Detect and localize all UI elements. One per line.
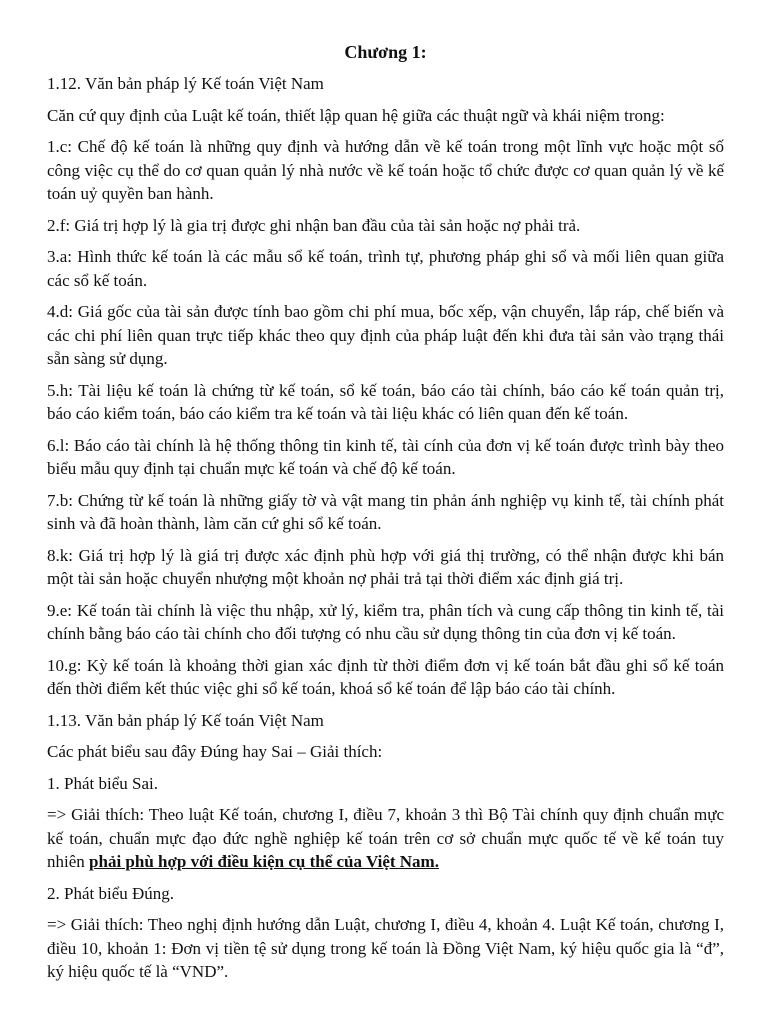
definition-item: 6.l: Báo cáo tài chính là hệ thống thông tin kinh tế, tài cính của đơn vị kế toán được trình bày theo biểu mẫu quy định tại chuẩn mực kế toán và chế độ kế toán. (47, 435, 724, 478)
definition-item: 3.a: Hình thức kế toán là các mẫu sổ kế toán, trình tự, phương pháp ghi sổ và mối liên quan giữa các sổ kế toán. (47, 247, 724, 290)
chapter-title: Chương 1: (344, 42, 427, 62)
definition-item: 1.c: Chế độ kế toán là những quy định và hướng dẫn về kế toán trong một lĩnh vực hoặc một số công việc cụ thể do cơ quan quản lý nhà nước về kế toán hoặc tổ chức được cơ quan quản lý về kế toán uỷ quyền ban hành. (47, 137, 724, 203)
definition-item: 7.b: Chứng từ kế toán là những giấy tờ và vật mang tin phản ánh nghiệp vụ kinh tế, tài chính phát sinh và đã hoàn thành, làm căn cứ ghi sổ kế toán. (47, 490, 724, 533)
explanation-1-text: => Giải thích: Theo luật Kế toán, chương I, điều 7, khoản 3 thì Bộ Tài chính quy định chuẩn mực kế toán, chuẩn mực đạo đức nghề nghiệp kế toán trên cơ sở chuẩn mực quốc tế về kế toán tuy nhiên (47, 805, 724, 871)
statement-2: 2. Phát biểu Đúng. (47, 883, 175, 903)
definition-item: 10.g: Kỳ kế toán là khoảng thời gian xác định từ thời điểm đơn vị kế toán bắt đầu ghi sổ kế toán đến thời điểm kết thúc việc ghi sổ kế toán, khoá sổ kế toán để lập báo cáo tài chính. (47, 655, 724, 698)
definition-item: 9.e: Kế toán tài chính là việc thu nhập, xử lý, kiểm tra, phân tích và cung cấp thông tin kinh tế, tài chính bằng báo cáo tài chính cho đối tượng có nhu cầu sử dụng thông tin của đơn vị kế toán. (47, 600, 724, 643)
explanation-1-emphasis: phải phù hợp với điều kiện cụ thể của Việt Nam. (89, 852, 439, 871)
definition-item: 4.d: Giá gốc của tài sản được tính bao gồm chi phí mua, bốc xếp, vận chuyển, lắp ráp, chế biến và các chi phí liên quan trực tiếp khác theo quy định của pháp luật đến khi đưa tài sản vào trạng thái sẵn sàng sử dụng. (47, 302, 724, 368)
explanation-2: => Giải thích: Theo nghị định hướng dẫn Luật, chương I, điều 4, khoản 4. Luật Kế toán, chương I, điều 10, khoản 1: Đơn vị tiền tệ sử dụng trong kế toán là Đồng Việt Nam, ký hiệu quốc gia là “đ”, ký hiệu quốc tế là “VND”. (47, 915, 724, 981)
definition-item: 2.f: Giá trị hợp lý là gia trị được ghi nhận ban đầu của tài sản hoặc nợ phải trả. (47, 215, 581, 235)
section-1-13-intro: Các phát biểu sau đây Đúng hay Sai – Giải thích: (47, 742, 383, 761)
definition-item: 5.h: Tài liệu kế toán là chứng từ kế toán, sổ kế toán, báo cáo tài chính, báo cáo kế toán quản trị, báo cáo kiểm toán, báo cáo kiểm tra kế toán và tài liệu khác có liên quan đến kế toán. (47, 380, 724, 423)
intro-paragraph: Căn cứ quy định của Luật kế toán, thiết lập quan hệ giữa các thuật ngữ và khái niệm trong: (47, 105, 665, 125)
statement-1: 1. Phát biểu Sai. (47, 773, 158, 793)
definition-item: 8.k: Giá trị hợp lý là giá trị được xác định phù hợp với giá thị trường, có thể nhận được khi bán một tài sản hoặc chuyển nhượng một khoản nợ phải trả tại thời điểm xác định giá trị. (47, 545, 724, 588)
section-heading-1-12: 1.12. Văn bản pháp lý Kế toán Việt Nam (47, 74, 324, 93)
section-heading-1-13: 1.13. Văn bản pháp lý Kế toán Việt Nam (47, 710, 324, 730)
explanation-1 (47, 803, 724, 874)
